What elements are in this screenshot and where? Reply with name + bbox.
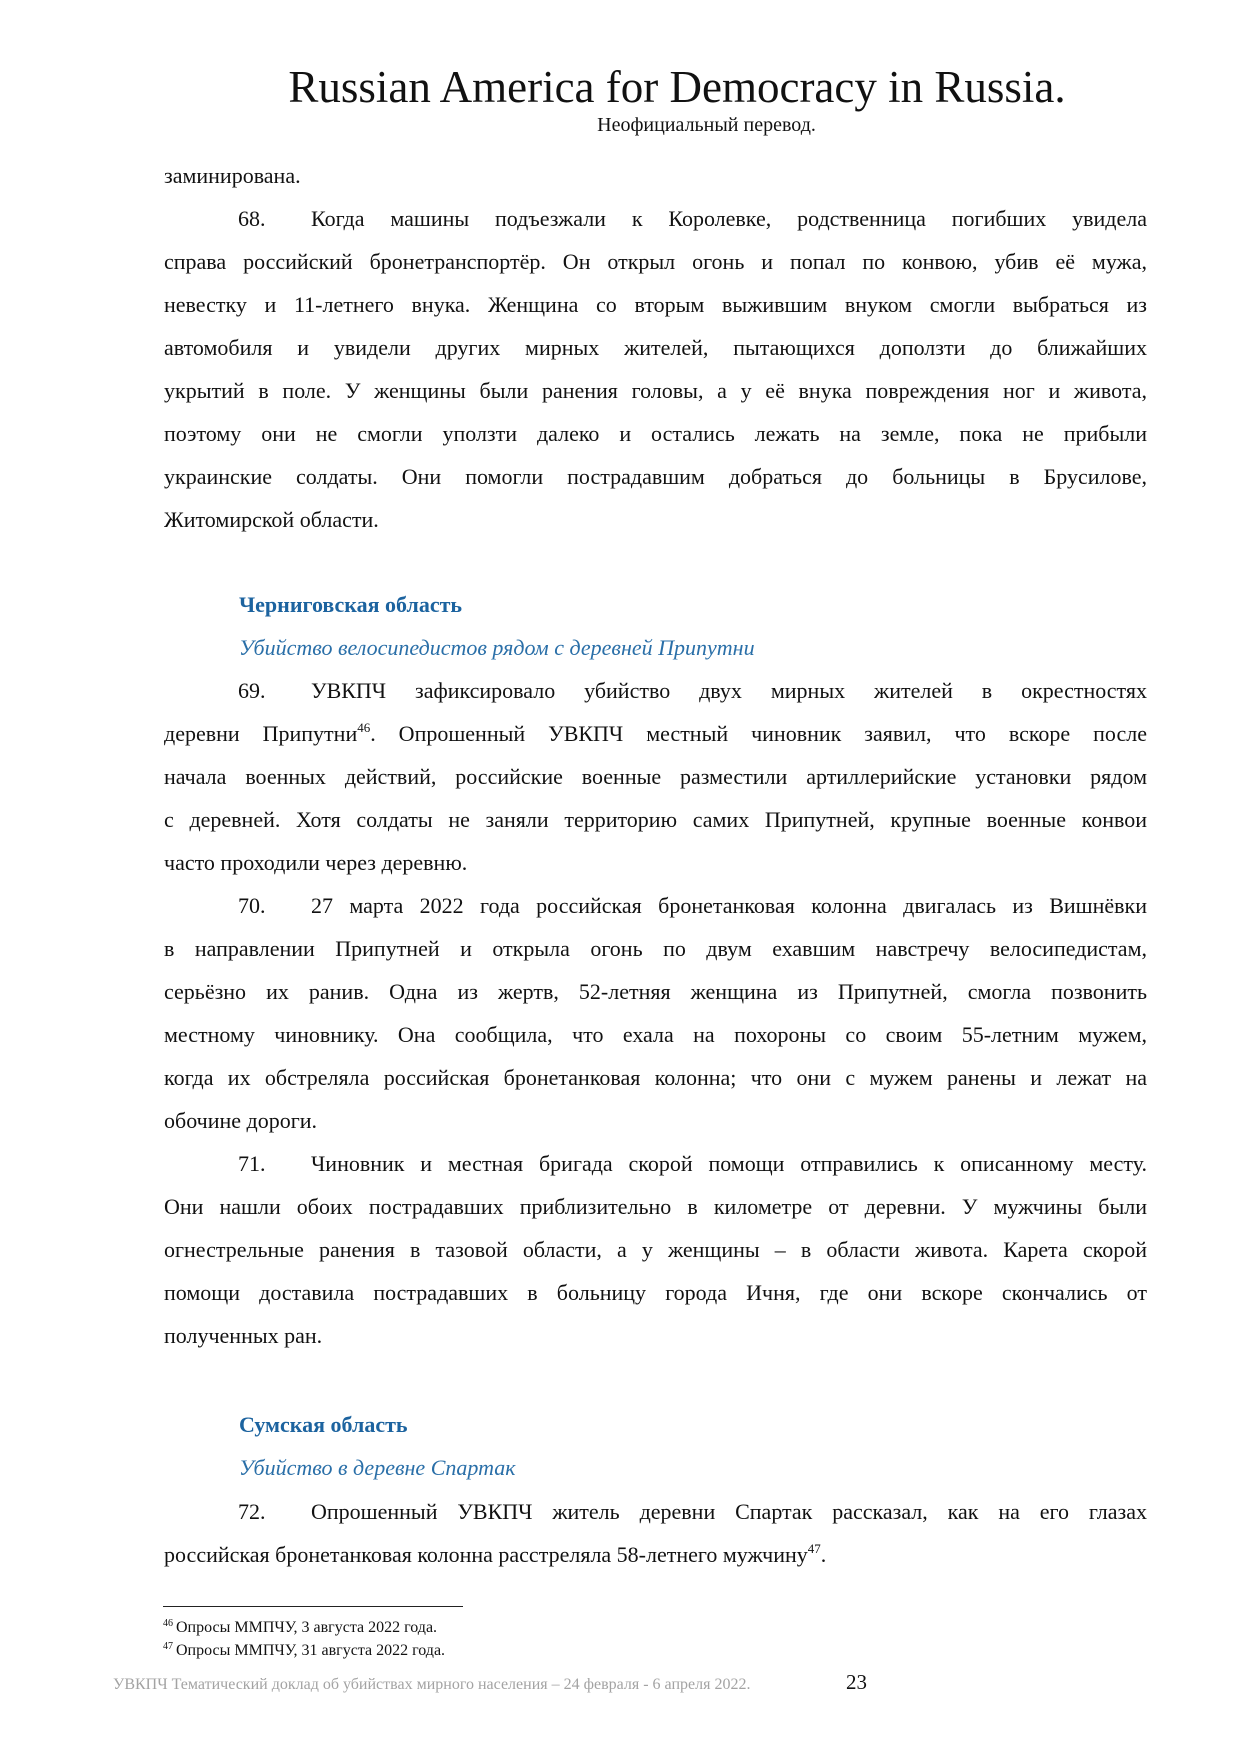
footnote-separator bbox=[163, 1606, 463, 1607]
footnote-text: Опросы ММПЧУ, 3 августа 2022 года. bbox=[176, 1619, 438, 1636]
paragraph-line: автомобиля и увидели других мирных жителей, пытающихся доползти до ближайших bbox=[164, 335, 1147, 360]
paragraph-text: российская бронетанковая колонна расстреляла 58-летнего мужчину bbox=[164, 1542, 808, 1567]
paragraph-line: Они нашли обоих пострадавших приблизительно в километре от деревни. У мужчины были bbox=[164, 1194, 1147, 1219]
paragraph-text: Чиновник и местная бригада скорой помощи отправились к описанному месту. bbox=[311, 1151, 1147, 1176]
footnote-46 bbox=[163, 1618, 437, 1638]
paragraph-text: 27 марта 2022 года российская бронетанковая колонна двигалась из Вишнёвки bbox=[311, 893, 1147, 918]
paragraph-line: справа российский бронетранспортёр. Он открыл огонь и попал по конвою, убив её мужа, bbox=[164, 249, 1147, 274]
section-heading-chernihiv: Черниговская область bbox=[239, 592, 463, 617]
footnote-number: 46 bbox=[163, 1618, 173, 1629]
page-header-title: Russian America for Democracy in Russia. bbox=[288, 62, 1066, 112]
paragraph-number: 69. bbox=[238, 678, 266, 703]
paragraph-line: укрытий в поле. У женщины были ранения головы, а у её внука повреждения ног и живота, bbox=[164, 378, 1147, 403]
paragraph-line: местному чиновнику. Она сообщила, что ехала на похороны со своим 55-летним мужем, bbox=[164, 1022, 1147, 1047]
paragraph-number: 68. bbox=[238, 206, 266, 231]
paragraph-line bbox=[238, 677, 1147, 705]
paragraph-line: Житомирской области. bbox=[164, 507, 379, 532]
paragraph-line: огнестрельные ранения в тазовой области, а у женщины – в области живота. Карета скорой bbox=[164, 1237, 1147, 1262]
paragraph-line bbox=[238, 205, 1147, 233]
section-subheading-priputni: Убийство велосипедистов рядом с деревней Припутни bbox=[239, 635, 755, 660]
paragraph-text: УВКПЧ зафиксировало убийство двух мирных жителей в окрестностях bbox=[311, 678, 1147, 703]
paragraph-text: Когда машины подъезжали к Королевке, родственница погибших увидела bbox=[311, 206, 1147, 231]
paragraph-line bbox=[238, 892, 1147, 920]
paragraph-text: Опрошенный УВКПЧ житель деревни Спартак рассказал, как на его глазах bbox=[311, 1499, 1147, 1524]
paragraph-line bbox=[164, 720, 1147, 748]
footnote-ref-47[interactable]: 47 bbox=[807, 1541, 821, 1556]
paragraph-line: полученных ран. bbox=[164, 1323, 323, 1348]
paragraph-number: 71. bbox=[238, 1151, 266, 1176]
paragraph-text: . bbox=[820, 1542, 827, 1567]
paragraph-line: часто проходили через деревню. bbox=[164, 850, 468, 875]
paragraph-line: начала военных действий, российские военные разместили артиллерийские установки рядом bbox=[164, 764, 1147, 789]
section-heading-sumy: Сумская область bbox=[239, 1412, 408, 1437]
paragraph-line bbox=[238, 1150, 1147, 1178]
paragraph-line: помощи доставила пострадавших в больницу города Ичня, где они вскоре скончались от bbox=[164, 1280, 1147, 1305]
paragraph-line bbox=[164, 1541, 1147, 1569]
paragraph-text: . Опрошенный УВКПЧ местный чиновник заявил, что вскоре после bbox=[370, 721, 1147, 746]
page-footer-text: УВКПЧ Тематический доклад об убийствах мирного населения – 24 февраля - 6 апреля 2022. bbox=[113, 1676, 751, 1693]
paragraph-continuation: заминирована. bbox=[164, 163, 301, 188]
page-number: 23 bbox=[846, 1670, 867, 1694]
paragraph-line bbox=[238, 1498, 1147, 1526]
page-header-subtitle: Неофициальный перевод. bbox=[597, 114, 816, 136]
paragraph-number: 72. bbox=[238, 1499, 266, 1524]
section-subheading-spartak: Убийство в деревне Спартак bbox=[239, 1455, 516, 1480]
paragraph-line: обочине дороги. bbox=[164, 1108, 317, 1133]
footnote-text: Опросы ММПЧУ, 31 августа 2022 года. bbox=[176, 1642, 446, 1659]
paragraph-line: в направлении Припутней и открыла огонь по двум ехавшим навстречу велосипедистам, bbox=[164, 936, 1147, 961]
paragraph-line: серьёзно их ранив. Одна из жертв, 52-летняя женщина из Припутней, смогла позвонить bbox=[164, 979, 1147, 1004]
paragraph-line: с деревней. Хотя солдаты не заняли территорию самих Припутней, крупные военные конвои bbox=[164, 807, 1147, 832]
footnote-number: 47 bbox=[163, 1641, 173, 1652]
paragraph-line: когда их обстреляла российская бронетанковая колонна; что они с мужем ранены и лежат на bbox=[164, 1065, 1147, 1090]
footnote-47 bbox=[163, 1641, 445, 1661]
footnote-ref-46[interactable]: 46 bbox=[357, 720, 371, 735]
paragraph-line: поэтому они не смогли уползти далеко и остались лежать на земле, пока не прибыли bbox=[164, 421, 1147, 446]
paragraph-line: украинские солдаты. Они помогли пострадавшим добраться до больницы в Брусилове, bbox=[164, 464, 1147, 489]
paragraph-number: 70. bbox=[238, 893, 266, 918]
paragraph-line: невестку и 11-летнего внука. Женщина со вторым выжившим внуком смогли выбраться из bbox=[164, 292, 1147, 317]
paragraph-text: деревни Припутни bbox=[164, 721, 358, 746]
